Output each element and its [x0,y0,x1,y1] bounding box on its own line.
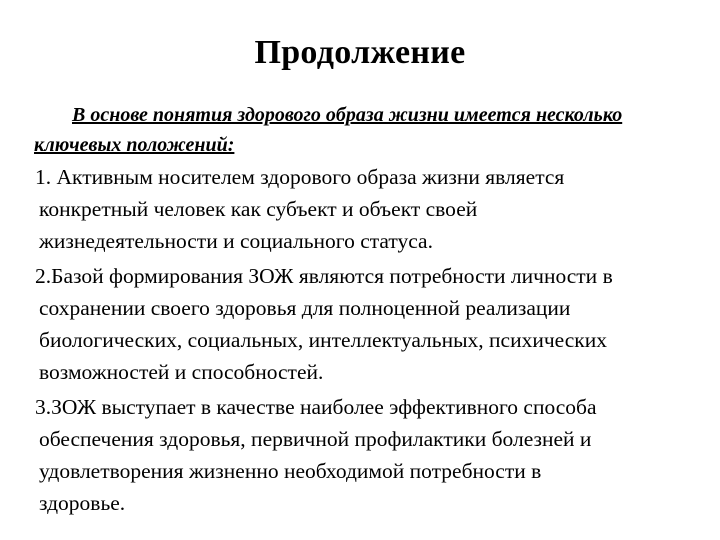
slide-title: Продолжение [254,34,466,71]
point-2-line-4: возможностей и способностей. [39,360,324,384]
point-1-line-3: жизнедеятельности и социального статуса. [39,229,433,253]
point-3-line-2: обеспечения здоровья, первичной профилактики болезней и [39,427,592,451]
point-3-line-4: здоровье. [39,491,126,515]
point-3-line-3: удовлетворения жизненно необходимой потребности в [39,459,542,483]
points-list [30,161,710,522]
point-2-line-3: биологических, социальных, интеллектуальных, психических [39,328,607,352]
point-3-line-1: 3.ЗОЖ выступает в качестве наиболее эффективного способа [35,395,597,419]
point-2-line-1: 2.Базой формирования ЗОЖ являются потребности личности в [35,264,613,288]
point-1 [30,161,710,257]
point-2-line-2: сохранении своего здоровья для полноценной реализации [39,296,571,320]
point-2 [30,260,710,388]
point-3 [30,391,710,519]
intro-text: В основе понятия здорового образа жизни имеется несколько ключевых положений: [34,104,623,156]
point-1-line-2: конкретный человек как субъект и объект своей [39,197,478,221]
point-1-line-1: 1. Активным носителем здорового образа жизни является [35,165,565,189]
